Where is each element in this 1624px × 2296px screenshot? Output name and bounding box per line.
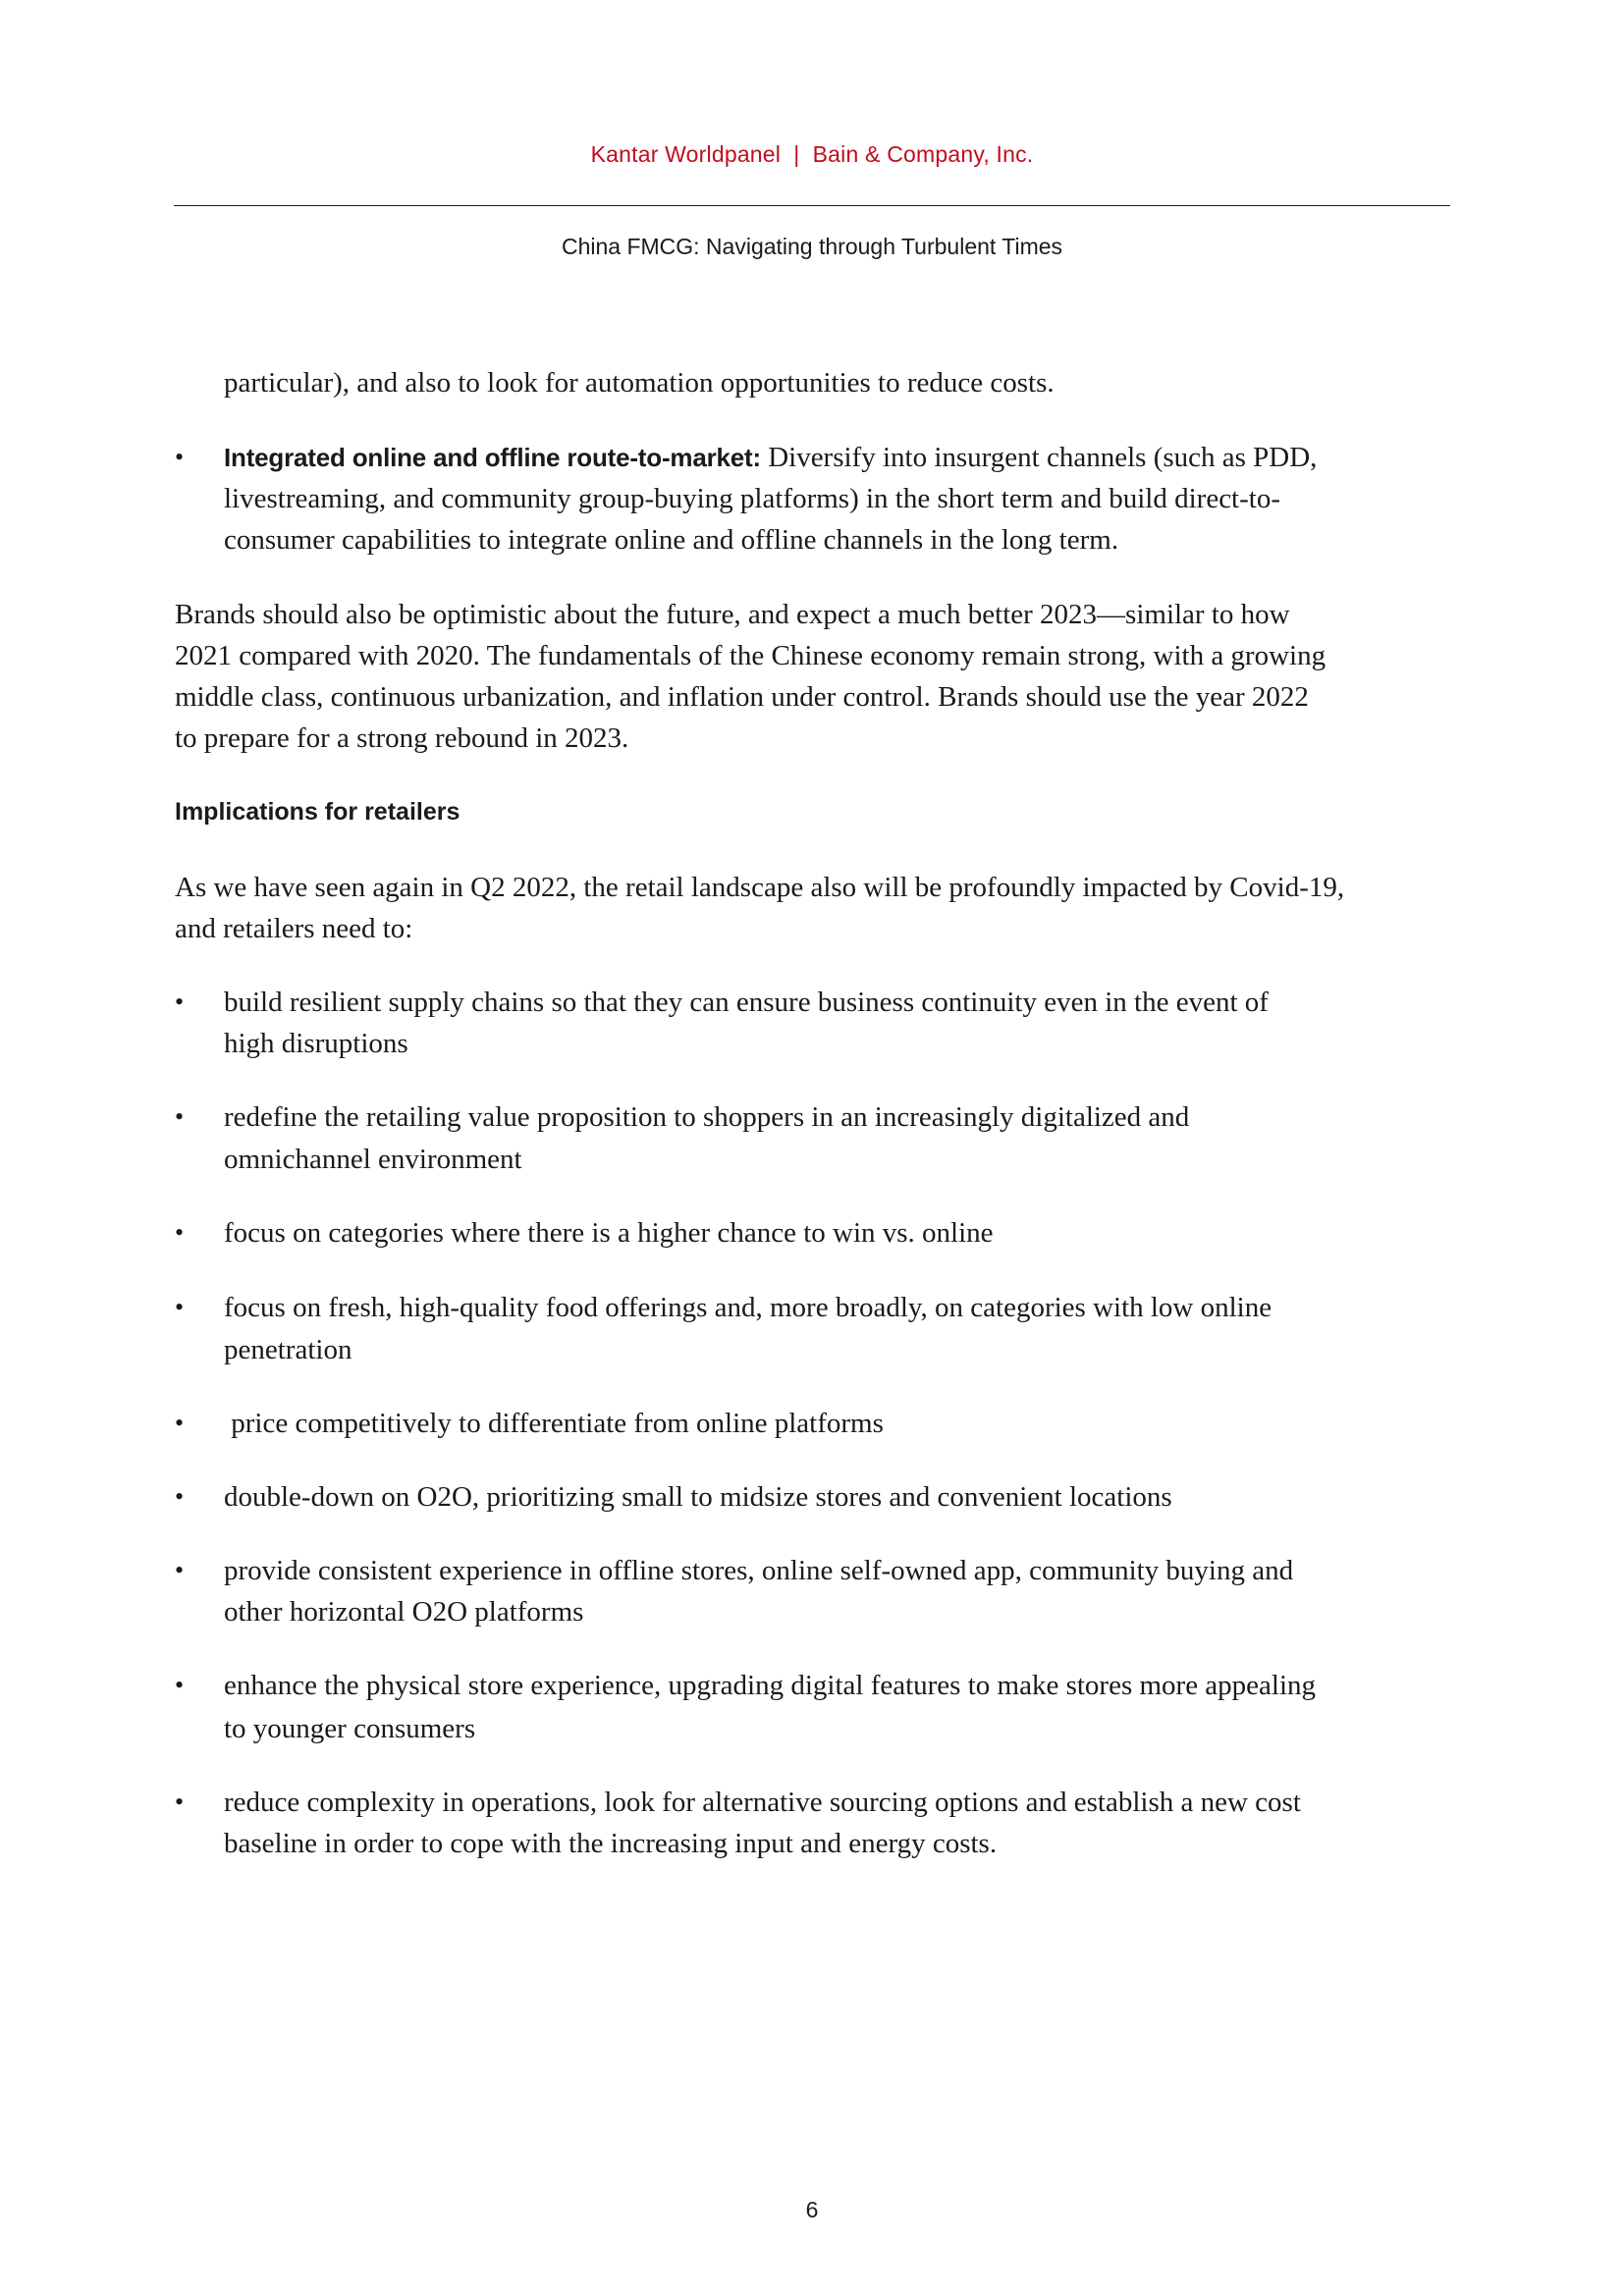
paragraph-line: and retailers need to: bbox=[175, 913, 413, 944]
paragraph-line: Brands should also be optimistic about the future, and expect a much better 2023—similar to how bbox=[175, 599, 1290, 630]
paragraph-line: As we have seen again in Q2 2022, the retail landscape also will be profoundly impacted by Covid-19, bbox=[175, 872, 1345, 903]
header-brand: Kantar Worldpanel | Bain & Company, Inc. bbox=[590, 141, 1034, 167]
continuation-line: particular), and also to look for automation opportunities to reduce costs. bbox=[224, 367, 1055, 399]
bullet-line: reduce complexity in operations, look for alternative sourcing options and establish a new cost bbox=[224, 1787, 1301, 1818]
bullet-icon: • bbox=[175, 988, 185, 1016]
bullet-line: to younger consumers bbox=[224, 1713, 476, 1744]
bullet-line: double-down on O2O, prioritizing small to midsize stores and convenient locations bbox=[224, 1481, 1172, 1513]
bullet-icon: • bbox=[175, 1293, 185, 1321]
bullet-line: consumer capabilities to integrate online and offline channels in the long term. bbox=[224, 524, 1119, 556]
bullet-line: other horizontal O2O platforms bbox=[224, 1596, 584, 1628]
header-divider bbox=[174, 205, 1450, 206]
bullet-icon: • bbox=[175, 1482, 185, 1511]
paragraph-line: to prepare for a strong rebound in 2023. bbox=[175, 722, 629, 754]
bullet-icon: • bbox=[175, 1671, 185, 1699]
bullet-icon: • bbox=[175, 1218, 185, 1247]
bullet-line: enhance the physical store experience, upgrading digital features to make stores more appealing bbox=[224, 1670, 1317, 1701]
bullet-icon: • bbox=[175, 1556, 185, 1584]
bullet-icon: • bbox=[175, 1788, 185, 1816]
bullet-line: penetration bbox=[224, 1334, 352, 1365]
page-number: 6 bbox=[805, 2197, 819, 2222]
bullet-line: Integrated online and offline route-to-market: Diversify into insurgent channels (such as PDD, bbox=[224, 442, 1318, 473]
bullet-line: price competitively to differentiate from online platforms bbox=[224, 1408, 884, 1439]
paragraph-line: middle class, continuous urbanization, and inflation under control. Brands should use the year 2022 bbox=[175, 681, 1309, 713]
bullet-line: livestreaming, and community group-buying platforms) in the short term and build direct-to- bbox=[224, 483, 1280, 514]
bullet-line: redefine the retailing value proposition to shoppers in an increasingly digitalized and bbox=[224, 1101, 1190, 1133]
bullet-bold-label: Integrated online and offline route-to-market: bbox=[224, 443, 761, 472]
bullet-line: high disruptions bbox=[224, 1028, 408, 1059]
bullet-icon: • bbox=[175, 1409, 185, 1437]
bullet-line: provide consistent experience in offline stores, online self-owned app, community buying and bbox=[224, 1555, 1294, 1586]
bullet-line: build resilient supply chains so that they can ensure business continuity even in the event of bbox=[224, 987, 1269, 1018]
paragraph-line: 2021 compared with 2020. The fundamentals of the Chinese economy remain strong, with a growing bbox=[175, 640, 1326, 671]
bullet-icon: • bbox=[175, 443, 185, 471]
bullet-line: focus on categories where there is a higher chance to win vs. online bbox=[224, 1217, 994, 1249]
bullet-line: omnichannel environment bbox=[224, 1144, 522, 1175]
bullet-icon: • bbox=[175, 1102, 185, 1131]
bullet-line: baseline in order to cope with the increasing input and energy costs. bbox=[224, 1828, 998, 1859]
bullet-line: focus on fresh, high-quality food offerings and, more broadly, on categories with low online bbox=[224, 1292, 1272, 1323]
section-heading: Implications for retailers bbox=[175, 798, 460, 826]
document-title: China FMCG: Navigating through Turbulent Times bbox=[561, 234, 1063, 259]
